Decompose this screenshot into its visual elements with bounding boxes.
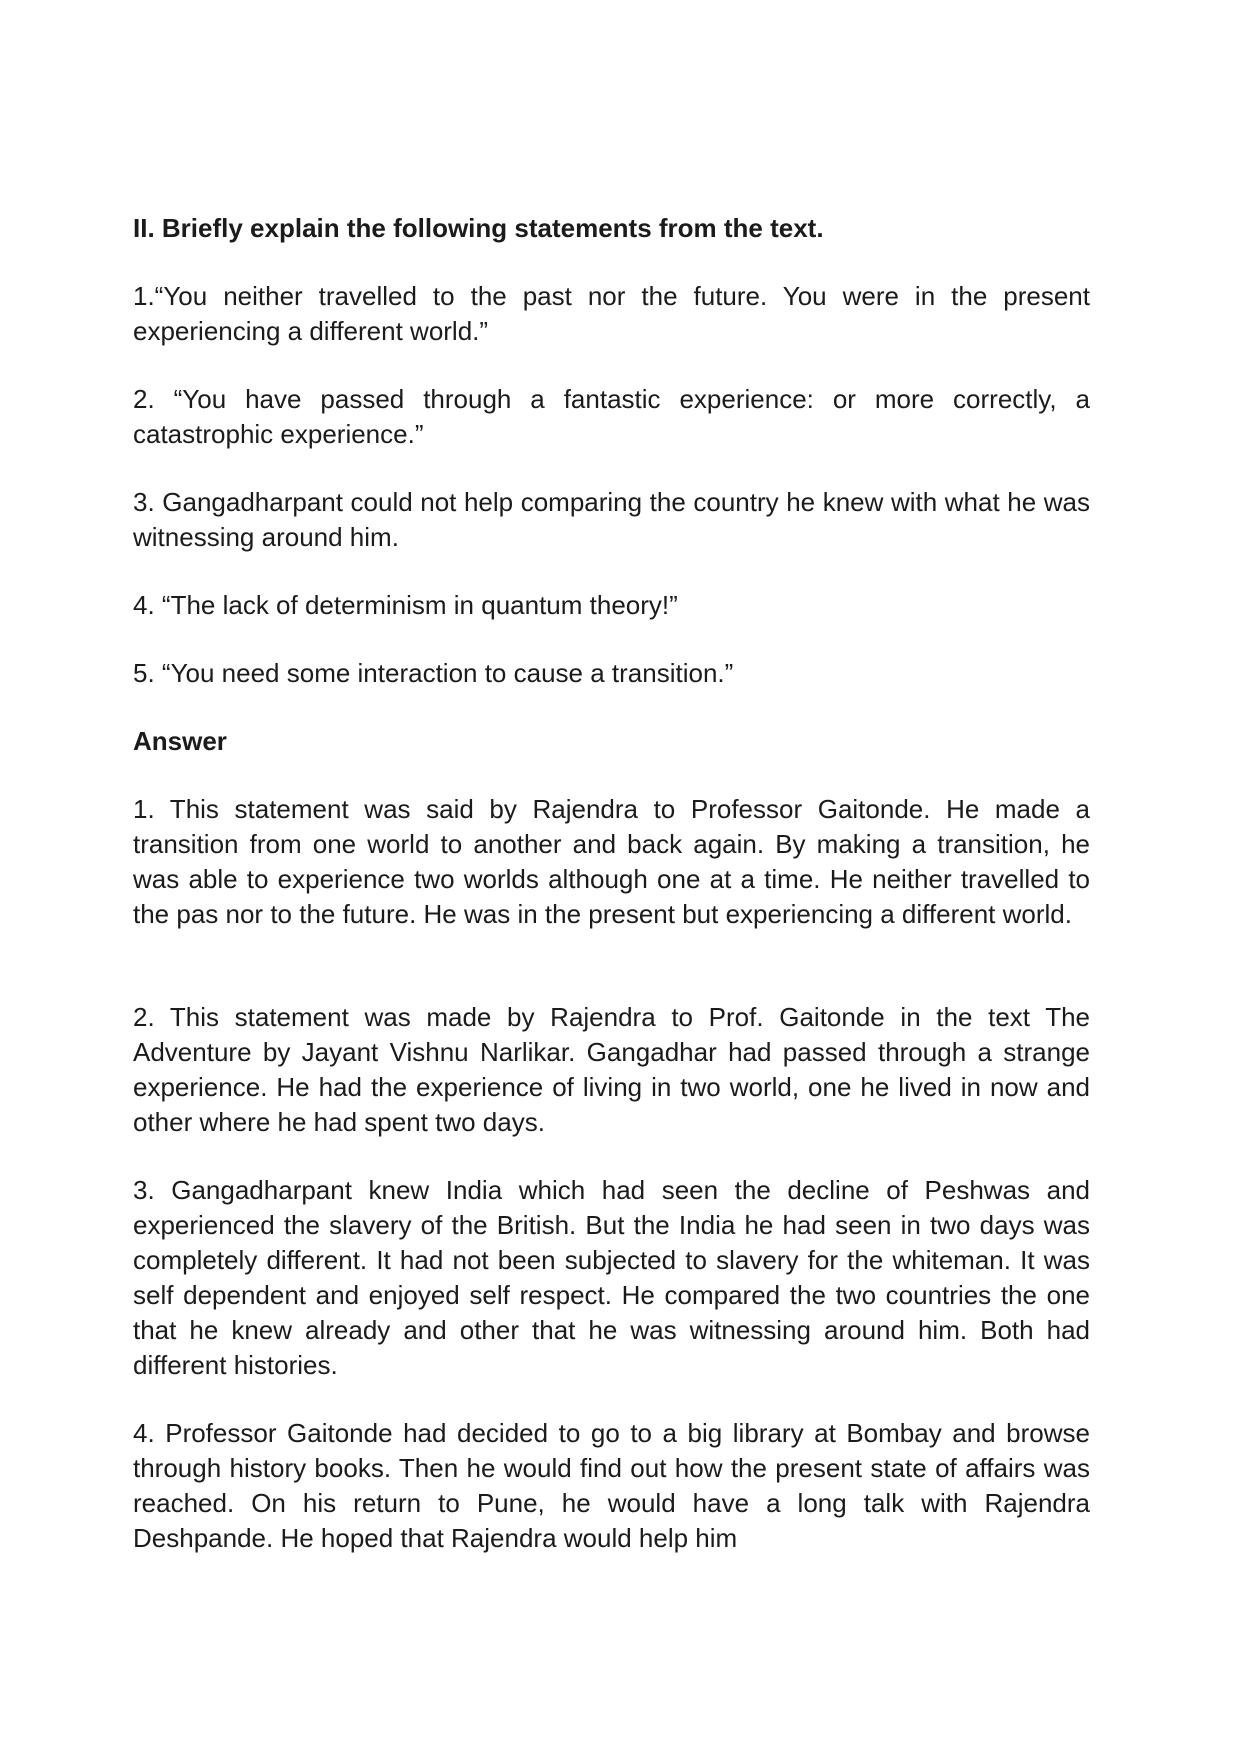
- answer-heading: Answer: [133, 726, 227, 756]
- question-item-5: 5. “You need some interaction to cause a transition.”: [133, 658, 734, 688]
- question-item-4: 4. “The lack of determinism in quantum theory!”: [133, 590, 678, 620]
- question-item-2: 2. “You have passed through a fantastic experience: or more correctly, a catastrophic experience.”: [133, 384, 1090, 449]
- question-item-1: 1.“You neither travelled to the past nor the future. You were in the present experiencing a different world.”: [133, 281, 1090, 346]
- answer-item-1: 1. This statement was said by Rajendra to Professor Gaitonde. He made a transition from one world to another and back again. By making a transition, he was able to experience two worlds although one at a time. He neither travelled to the pas nor to the future. He was in the present but experiencing a different world.: [133, 794, 1090, 929]
- answer-item-3: 3. Gangadharpant knew India which had seen the decline of Peshwas and experienced the slavery of the British. But the India he had seen in two days was completely different. It had not been subjected to slavery for the whiteman. It was self dependent and enjoyed self respect. He compared the two countries the one that he knew already and other that he was witnessing around him. Both had different histories.: [133, 1175, 1090, 1380]
- section-heading: II. Briefly explain the following statements from the text.: [133, 213, 824, 243]
- answer-item-4: 4. Professor Gaitonde had decided to go to a big library at Bombay and browse through history books. Then he would find out how the present state of affairs was reached. On his return to Pune, he would have a long talk with Rajendra Deshpande. He hoped that Rajendra would help him: [133, 1418, 1090, 1553]
- answer-item-2: 2. This statement was made by Rajendra to Prof. Gaitonde in the text The Adventure by Jayant Vishnu Narlikar. Gangadhar had passed through a strange experience. He had the experience of living in two world, one he lived in now and other where he had spent two days.: [133, 1002, 1090, 1137]
- question-item-3: 3. Gangadharpant could not help comparing the country he knew with what he was witnessing around him.: [133, 487, 1090, 552]
